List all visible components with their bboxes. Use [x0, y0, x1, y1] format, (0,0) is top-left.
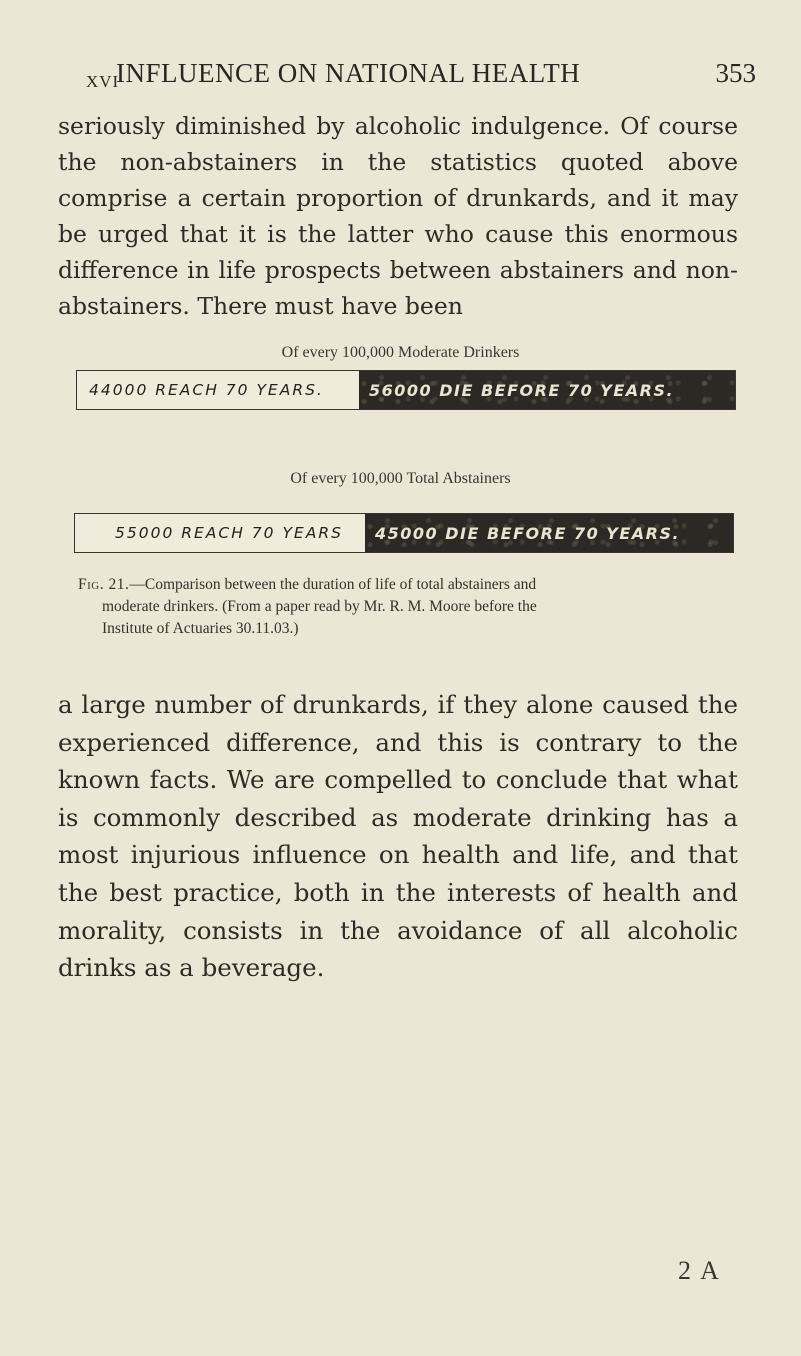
running-title: INFLUENCE ON NATIONAL HEALTH	[116, 58, 581, 88]
figure-caption	[78, 574, 738, 640]
abstainers-die-segment: 45000 DIE BEFORE 70 YEARS.	[365, 514, 733, 552]
chapter-number: XVI	[86, 72, 120, 91]
moderate-die-segment: 56000 DIE BEFORE 70 YEARS.	[359, 371, 735, 409]
paragraph-top-text: seriously diminished by alcoholic indulgence. Of course the non-abstainers in the statistics quoted above comprise a certain proportion of drunkards, and it may be urged that it is the latter who cause this enormous difference in life prospects between abstainers and non-abstainers. There must have been	[58, 112, 738, 320]
signature-mark: 2 A	[678, 1256, 721, 1285]
figure-label: Fig. 21.	[78, 576, 130, 593]
caption-line-3: Institute of Actuaries 30.11.03.)	[102, 620, 299, 637]
figure-heading-moderate: Of every 100,000 Moderate Drinkers	[281, 344, 520, 361]
figure-heading-abstainers: Of every 100,000 Total Abstainers	[290, 470, 511, 487]
page-number: 353	[715, 58, 756, 88]
moderate-reach-segment: 44000 REACH 70 YEARS.	[89, 381, 324, 399]
paragraph-bottom	[58, 686, 738, 987]
caption-line-1: —Comparison between the duration of life of total abstainers and	[129, 576, 537, 593]
paragraph-top	[58, 108, 738, 324]
abstainers-reach-segment: 55000 REACH 70 YEARS	[115, 524, 343, 542]
moderate-drinkers-bar	[76, 370, 736, 410]
paragraph-bottom-text: a large number of drunkards, if they alone caused the experienced difference, and this is contrary to the known facts. We are compelled to conclude that what is commonly described as moderate drinking has a most injurious influence on health and life, and that the best practice, both in the interests of health and morality, consists in the avoidance of all alcoholic drinks as a beverage.	[58, 690, 738, 983]
abstainers-bar	[74, 513, 734, 553]
caption-line-2: moderate drinkers. (From a paper read by Mr. R. M. Moore before the	[102, 598, 537, 615]
running-header	[86, 58, 756, 98]
